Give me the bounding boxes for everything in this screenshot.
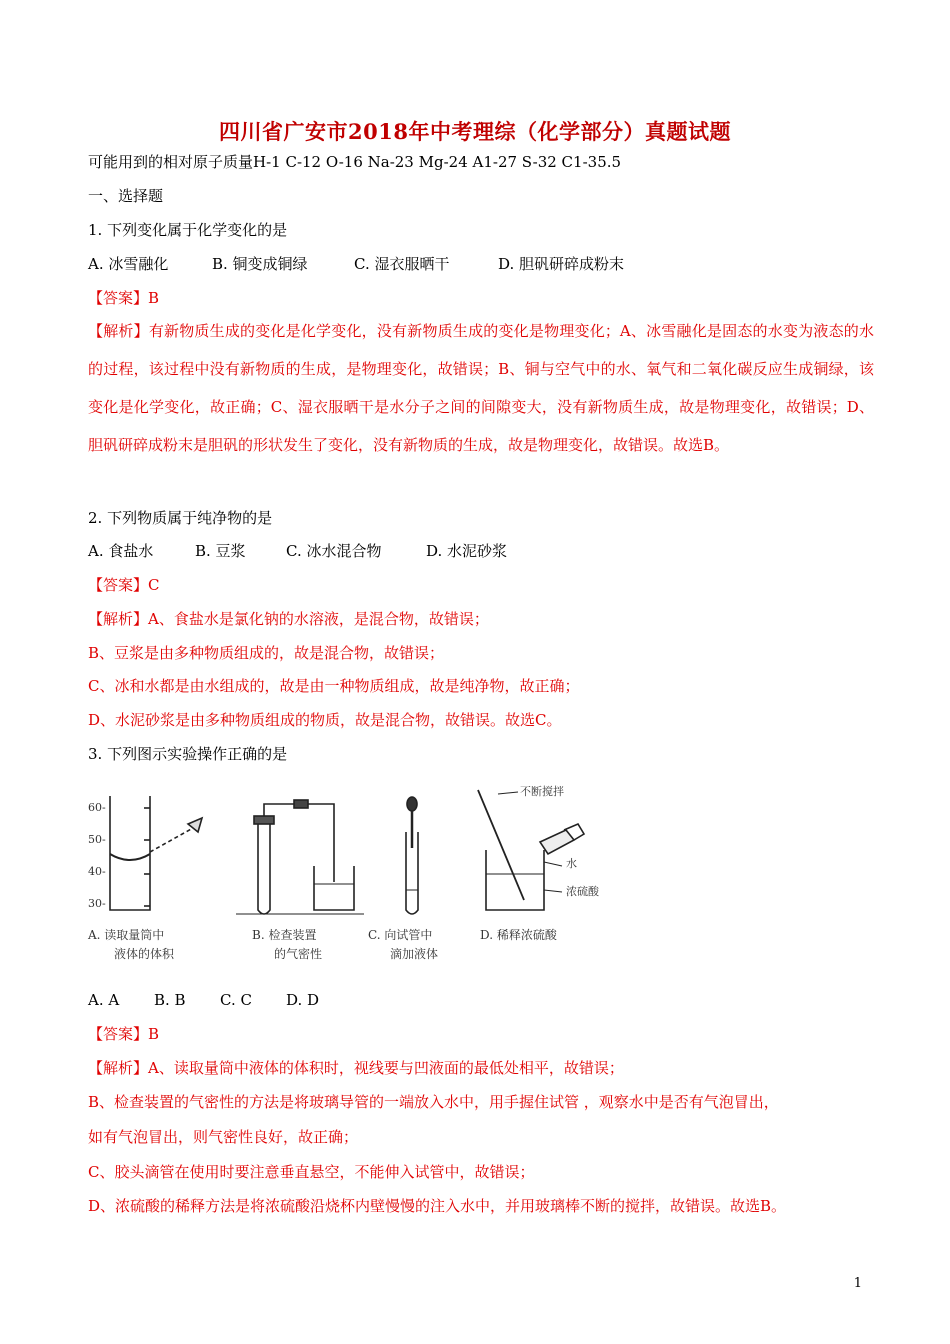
caption-a-line: A. 读取量筒中 bbox=[88, 928, 165, 942]
page-title: 四川省广安市2018年中考理综（化学部分）真题试题 bbox=[219, 119, 731, 144]
atomic-masses: 可能用到的相对原子质量H-1 C-12 O-16 Na-23 Mg-24 A1-27 S-32 C1-35.5 bbox=[88, 153, 622, 171]
caption-b bbox=[252, 926, 322, 964]
q2-stem: 2. 下列物质属于纯净物的是 bbox=[88, 509, 273, 527]
acid-bottle bbox=[540, 830, 574, 854]
caption-d-line: D. 稀释浓硫酸 bbox=[480, 928, 557, 942]
q1-options bbox=[88, 254, 624, 274]
scale-tick: 50- bbox=[88, 833, 106, 846]
q1-option-c: C. 湿衣服晒干 bbox=[354, 255, 450, 273]
caption-c-line: 滴加液体 bbox=[390, 947, 439, 961]
scale-tick: 40- bbox=[88, 865, 106, 878]
dropper-bulb bbox=[407, 797, 417, 811]
q2-answer: 【答案】C bbox=[88, 576, 160, 594]
q3-option-a: A. A bbox=[88, 991, 120, 1009]
q3-analysis-line: C、胶头滴管在使用时要注意垂直悬空，不能伸入试管中，故错误； bbox=[88, 1163, 535, 1181]
page-number: 1 bbox=[853, 1276, 862, 1291]
test-tube-b bbox=[258, 822, 270, 914]
q3-option-c: C. C bbox=[220, 991, 252, 1009]
q2-options bbox=[88, 541, 507, 561]
caption-c-line: C. 向试管中 bbox=[368, 928, 433, 942]
section-heading: 一、选择题 bbox=[88, 187, 164, 205]
q1-answer: 【答案】B bbox=[88, 289, 160, 307]
q2-analysis-line: B、豆浆是由多种物质组成的，故是混合物，故错误； bbox=[88, 644, 445, 662]
caption-a-line: 液体的体积 bbox=[114, 947, 175, 961]
q3-option-d: D. D bbox=[286, 991, 320, 1009]
q1-analysis-text: 有新物质生成的变化是化学变化，没有新物质生成的变化是物理变化；A、冰雪融化是固态的水变为液态的水的过程，该过程中没有新物质的生成，是物理变化，故错误；B、铜与空气中的水、氧气和二氧化碳反应生成铜绿，该变化是化学变化，故正确；C、湿衣服晒干是水分子之间的间隙变大，没有新物质生成，故是物理变化，故错误；D、胆矾研碎成粉末是胆矾的形状发生了变化，没有新物质的生成，故是物理变化，故错误。故选B。 bbox=[88, 322, 874, 454]
caption-c bbox=[368, 926, 438, 964]
caption-b-line: B. 检查装置 bbox=[252, 928, 317, 942]
q1-stem: 1. 下列变化属于化学变化的是 bbox=[88, 221, 288, 239]
q2-analysis-line: C、冰和水都是由水组成的，故是由一种物质组成，故是纯净物，故正确； bbox=[88, 677, 580, 695]
q3-option-b: B. B bbox=[154, 991, 186, 1009]
label-acid: 浓硫酸 bbox=[566, 885, 599, 898]
q2-option-a: A. 食盐水 bbox=[88, 542, 154, 560]
caption-a bbox=[88, 926, 174, 964]
cylinder-scale bbox=[88, 792, 106, 920]
q3-analysis-line: 【解析】A、读取量筒中液体的体积时，视线要与凹液面的最低处相平，故错误； bbox=[88, 1059, 624, 1077]
q1-option-a: A. 冰雪融化 bbox=[88, 255, 169, 273]
q3-analysis-line: D、浓硫酸的稀释方法是将浓硫酸沿烧杯内壁慢慢的注入水中，并用玻璃棒不断的搅拌，故错误。故选B。 bbox=[88, 1197, 787, 1215]
q3-lab-figure bbox=[88, 782, 608, 972]
q1-analysis-tag: 【解析】 bbox=[88, 322, 149, 340]
q2-analysis-line: 【解析】A、食盐水是氯化钠的水溶液，是混合物，故错误； bbox=[88, 610, 489, 628]
q1-option-b: B. 铜变成铜绿 bbox=[212, 255, 308, 273]
scale-tick: 60- bbox=[88, 801, 106, 814]
q2-option-c: C. 冰水混合物 bbox=[286, 542, 382, 560]
q1-analysis bbox=[88, 312, 874, 464]
sight-line bbox=[150, 828, 193, 852]
q3-analysis-line: 如有气泡冒出，则气密性良好，故正确； bbox=[88, 1128, 359, 1146]
q2-analysis-line: D、水泥砂浆是由多种物质组成的物质，故是混合物，故错误。故选C。 bbox=[88, 711, 562, 729]
graduated-cylinder bbox=[110, 796, 150, 910]
caption-b-line: 的气密性 bbox=[274, 947, 323, 961]
liquid-meniscus bbox=[110, 854, 150, 860]
scale-tick: 30- bbox=[88, 897, 106, 910]
label-water: 水 bbox=[566, 857, 577, 870]
q2-option-d: D. 水泥砂浆 bbox=[426, 542, 508, 560]
q3-analysis-line: B、检查装置的气密性的方法是将玻璃导管的一端放入水中，用手握住试管 ，观察水中是否有气泡冒出， bbox=[88, 1093, 779, 1111]
label-stir: 不断搅拌 bbox=[520, 785, 564, 798]
q1-option-d: D. 胆矾研碎成粉末 bbox=[498, 255, 625, 273]
q3-stem: 3. 下列图示实验操作正确的是 bbox=[88, 745, 288, 763]
q3-answer: 【答案】B bbox=[88, 1025, 160, 1043]
q2-option-b: B. 豆浆 bbox=[195, 542, 246, 560]
glass-rod bbox=[478, 790, 524, 900]
q3-options bbox=[88, 990, 319, 1010]
caption-d bbox=[480, 926, 557, 945]
